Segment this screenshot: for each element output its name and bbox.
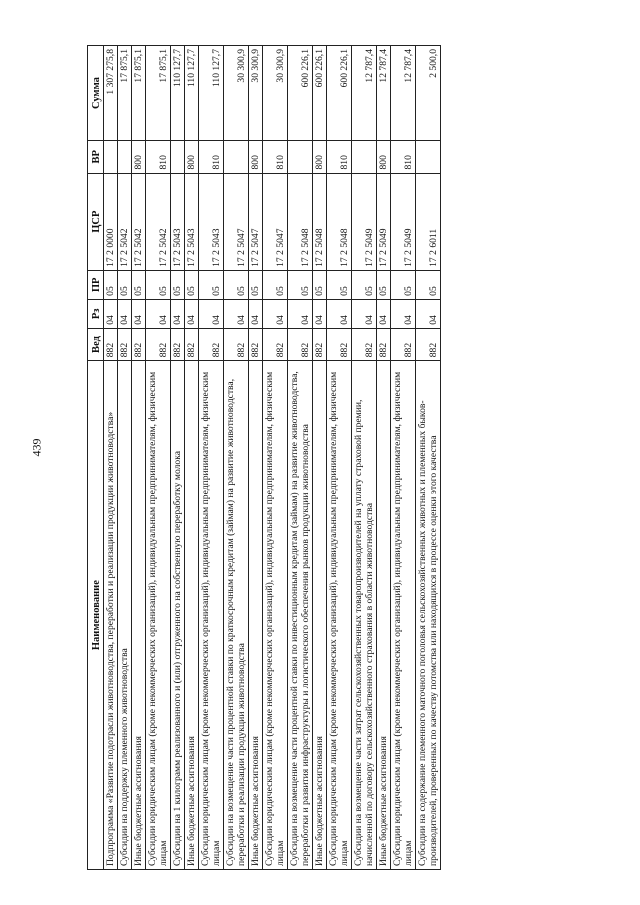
- sum-cell: 600 226,1: [288, 46, 313, 141]
- pr-cell: 05: [288, 270, 313, 299]
- name-cell: Субсидии юридическим лицам (кроме некоммерческих организаций), индивидуальным предпринимателям, физическим лицам: [263, 361, 288, 870]
- csr-cell: 17 2 5048: [313, 173, 327, 270]
- csr-cell: 17 2 5048: [288, 173, 313, 270]
- table-row: [377, 46, 391, 870]
- vr-cell: [171, 141, 185, 173]
- sum-cell: 110 127,7: [171, 46, 185, 141]
- ved-cell: 882: [416, 328, 441, 360]
- header-sum: Сумма: [88, 46, 104, 141]
- rz-cell: 04: [313, 299, 327, 328]
- rz-cell: 04: [224, 299, 249, 328]
- header-rz: Рз: [88, 299, 104, 328]
- budget-table: [87, 45, 441, 870]
- rz-cell: 04: [132, 299, 146, 328]
- header-vr: ВР: [88, 141, 104, 173]
- pr-cell: 05: [171, 270, 185, 299]
- sum-cell: 30 300,9: [263, 46, 288, 141]
- rz-cell: 04: [185, 299, 199, 328]
- name-cell: Субсидии на поддержку племенного животноводства: [118, 361, 132, 870]
- rz-cell: 04: [104, 299, 118, 328]
- rz-cell: 04: [352, 299, 377, 328]
- rz-cell: 04: [249, 299, 263, 328]
- table-row: [352, 46, 377, 870]
- ved-cell: 882: [199, 328, 224, 360]
- table-row: [132, 46, 146, 870]
- csr-cell: 17 2 5049: [391, 173, 416, 270]
- vr-cell: 800: [377, 141, 391, 173]
- name-cell: Субсидии юридическим лицам (кроме некоммерческих организаций), индивидуальным предпринимателям, физическим лицам: [327, 361, 352, 870]
- csr-cell: 17 2 5047: [224, 173, 249, 270]
- name-cell: Субсидии юридическим лицам (кроме некоммерческих организаций), индивидуальным предпринимателям, физическим лицам: [146, 361, 171, 870]
- ved-cell: 882: [185, 328, 199, 360]
- sum-cell: 1 307 275,8: [104, 46, 118, 141]
- rz-cell: 04: [199, 299, 224, 328]
- table-row: [391, 46, 416, 870]
- sum-cell: 12 787,4: [352, 46, 377, 141]
- header-csr: ЦСР: [88, 173, 104, 270]
- vr-cell: 800: [132, 141, 146, 173]
- pr-cell: 05: [146, 270, 171, 299]
- name-cell: Иные бюджетные ассигнования: [132, 361, 146, 870]
- rz-cell: 04: [171, 299, 185, 328]
- vr-cell: 810: [263, 141, 288, 173]
- vr-cell: [416, 141, 441, 173]
- rz-cell: 04: [263, 299, 288, 328]
- table-row: [288, 46, 313, 870]
- table-row: [263, 46, 288, 870]
- ved-cell: 882: [104, 328, 118, 360]
- pr-cell: 05: [104, 270, 118, 299]
- pr-cell: 05: [327, 270, 352, 299]
- vr-cell: 800: [185, 141, 199, 173]
- pr-cell: 05: [249, 270, 263, 299]
- table-row: [249, 46, 263, 870]
- csr-cell: 17 2 5043: [185, 173, 199, 270]
- rz-cell: 04: [327, 299, 352, 328]
- table-row: [171, 46, 185, 870]
- csr-cell: 17 2 5042: [118, 173, 132, 270]
- name-cell: Иные бюджетные ассигнования: [249, 361, 263, 870]
- csr-cell: 17 2 5042: [146, 173, 171, 270]
- name-cell: Субсидии на 1 килограмм реализованного и (или) отгруженного на собственную переработку молока: [171, 361, 185, 870]
- vr-cell: [352, 141, 377, 173]
- sum-cell: 12 787,4: [391, 46, 416, 141]
- csr-cell: 17 2 6011: [416, 173, 441, 270]
- rz-cell: 04: [377, 299, 391, 328]
- table-header-row: [88, 46, 104, 870]
- sum-cell: 600 226,1: [313, 46, 327, 141]
- pr-cell: 05: [185, 270, 199, 299]
- table-row: [416, 46, 441, 870]
- vr-cell: 800: [313, 141, 327, 173]
- vr-cell: 810: [327, 141, 352, 173]
- vr-cell: [224, 141, 249, 173]
- name-cell: Иные бюджетные ассигнования: [313, 361, 327, 870]
- table-row: [146, 46, 171, 870]
- pr-cell: 05: [263, 270, 288, 299]
- sum-cell: 110 127,7: [185, 46, 199, 141]
- sum-cell: 30 300,9: [224, 46, 249, 141]
- ved-cell: 882: [391, 328, 416, 360]
- ved-cell: 882: [249, 328, 263, 360]
- pr-cell: 05: [199, 270, 224, 299]
- vr-cell: [288, 141, 313, 173]
- name-cell: Иные бюджетные ассигнования: [185, 361, 199, 870]
- name-cell: Субсидии юридическим лицам (кроме некоммерческих организаций), индивидуальным предпринимателям, физическим лицам: [391, 361, 416, 870]
- vr-cell: 810: [391, 141, 416, 173]
- sum-cell: 600 226,1: [327, 46, 352, 141]
- ved-cell: 882: [118, 328, 132, 360]
- sum-cell: 2 500,0: [416, 46, 441, 141]
- table-row: [185, 46, 199, 870]
- vr-cell: 810: [199, 141, 224, 173]
- pr-cell: 05: [118, 270, 132, 299]
- csr-cell: 17 2 5049: [377, 173, 391, 270]
- rz-cell: 04: [118, 299, 132, 328]
- table-row: [118, 46, 132, 870]
- pr-cell: 05: [313, 270, 327, 299]
- csr-cell: 17 2 5047: [263, 173, 288, 270]
- name-cell: Подпрограмма «Развитие подотрасли животноводства, переработки и реализации продукции животноводства»: [104, 361, 118, 870]
- page-number: 439: [29, 438, 44, 457]
- ved-cell: 882: [263, 328, 288, 360]
- vr-cell: 800: [249, 141, 263, 173]
- ved-cell: 882: [352, 328, 377, 360]
- ved-cell: 882: [132, 328, 146, 360]
- name-cell: Субсидии на содержание племенного маточного поголовья сельскохозяйственных животных и племенных быков-производителей, проверенных по качеству потомства или находящихся в процессе оценки этого качества: [416, 361, 441, 870]
- csr-cell: 17 2 5047: [249, 173, 263, 270]
- csr-cell: 17 2 5042: [132, 173, 146, 270]
- ved-cell: 882: [146, 328, 171, 360]
- pr-cell: 05: [391, 270, 416, 299]
- sum-cell: 17 875,1: [146, 46, 171, 141]
- pr-cell: 05: [224, 270, 249, 299]
- ved-cell: 882: [171, 328, 185, 360]
- pr-cell: 05: [416, 270, 441, 299]
- sum-cell: 110 127,7: [199, 46, 224, 141]
- csr-cell: 17 2 5043: [199, 173, 224, 270]
- csr-cell: 17 2 5048: [327, 173, 352, 270]
- ved-cell: 882: [313, 328, 327, 360]
- rotated-page-content: [87, 45, 615, 870]
- vr-cell: 810: [146, 141, 171, 173]
- name-cell: Субсидии на возмещение части процентной ставки по краткосрочным кредитам (займам) на развитие животноводства, переработки и реализации продукции животноводства: [224, 361, 249, 870]
- pr-cell: 05: [352, 270, 377, 299]
- ved-cell: 882: [288, 328, 313, 360]
- csr-cell: 17 2 5043: [171, 173, 185, 270]
- table-row: [224, 46, 249, 870]
- table-row: [199, 46, 224, 870]
- table-row: [327, 46, 352, 870]
- sum-cell: 17 875,1: [132, 46, 146, 141]
- rz-cell: 04: [146, 299, 171, 328]
- csr-cell: 17 2 5049: [352, 173, 377, 270]
- vr-cell: [104, 141, 118, 173]
- pr-cell: 05: [377, 270, 391, 299]
- name-cell: Субсидии на возмещение части затрат сельскохозяйственных товаропроизводителей на уплату страховой премии, начисленной по договору сельскохозяйственного страхования в области животноводства: [352, 361, 377, 870]
- sum-cell: 17 875,1: [118, 46, 132, 141]
- name-cell: Субсидии юридическим лицам (кроме некоммерческих организаций), индивидуальным предпринимателям, физическим лицам: [199, 361, 224, 870]
- rz-cell: 04: [391, 299, 416, 328]
- pr-cell: 05: [132, 270, 146, 299]
- table-row: [313, 46, 327, 870]
- table-row: [104, 46, 118, 870]
- ved-cell: 882: [327, 328, 352, 360]
- rz-cell: 04: [416, 299, 441, 328]
- header-name: Наименование: [88, 361, 104, 870]
- header-pr: ПР: [88, 270, 104, 299]
- ved-cell: 882: [377, 328, 391, 360]
- csr-cell: 17 2 0000: [104, 173, 118, 270]
- header-ved: Вед: [88, 328, 104, 360]
- ved-cell: 882: [224, 328, 249, 360]
- sum-cell: 30 300,9: [249, 46, 263, 141]
- rz-cell: 04: [288, 299, 313, 328]
- name-cell: Субсидии на возмещение части процентной ставки по инвестиционным кредитам (займам) на развитие животноводства, переработки и развития инфраструктуры и логистического обеспечения рынков продукции животноводства: [288, 361, 313, 870]
- name-cell: Иные бюджетные ассигнования: [377, 361, 391, 870]
- vr-cell: [118, 141, 132, 173]
- sum-cell: 12 787,4: [377, 46, 391, 141]
